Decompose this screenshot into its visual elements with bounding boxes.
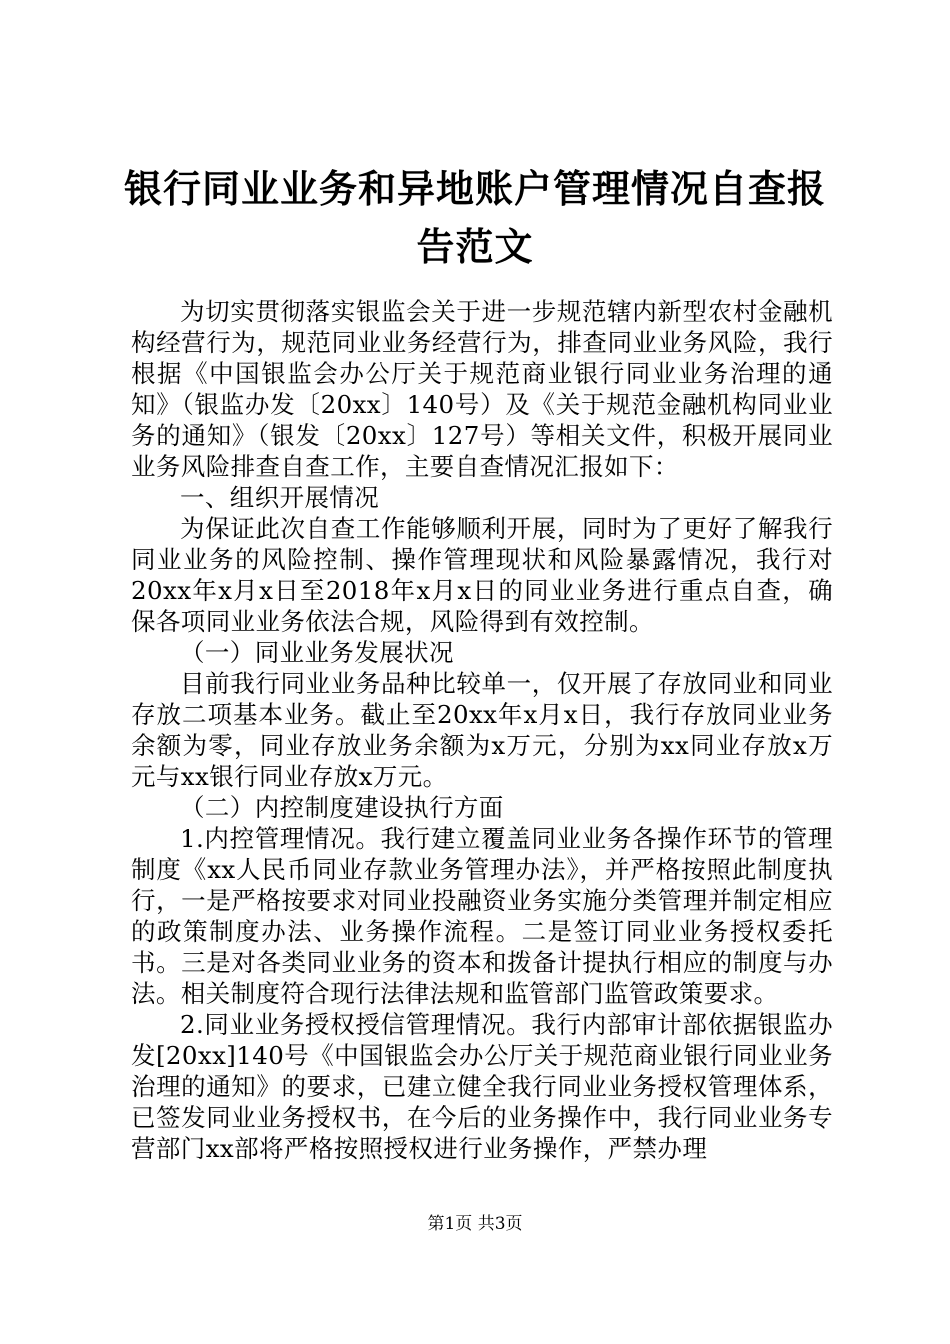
development-paragraph: 目前我行同业业务品种比较单一，仅开展了存放同业和同业存放二项基本业务。截止至20xx年x月x日，我行存放同业业务余额为零，同业存放业务余额为x万元，分别为xx同业存放x万元与xx银行同业存放x万元。 [131,669,833,791]
document-body [131,296,833,1164]
subsection-heading-development: （一）同业业务发展状况 [180,638,454,667]
authorization-paragraph: 2.同业业务授权授信管理情况。我行内部审计部依据银监办发[20xx]140号《中国银监会办公厅关于规范商业银行同业业务治理的通知》的要求，已建立健全我行同业业务授权管理体系，已签发同业业务授权书，在今后的业务操作中，我行同业业务专营部门xx部将严格按照授权进行业务操作，严禁办理 [131,1010,833,1163]
document-title: 银行同业业务和异地账户管理情况自查报告范文 [123,167,826,269]
internal-control-paragraph: 1.内控管理情况。我行建立覆盖同业业务各操作环节的管理制度《xx人民币同业存款业务管理办法》，并严格按照此制度执行，一是严格按要求对同业投融资业务实施分类管理并制定相应的政策制度办法、业务操作流程。二是签订同业业务授权委托书。三是对各类同业业务的资本和拨备计提执行相应的制度与办法。相关制度符合现行法律法规和监管部门监管政策要求。 [131,824,833,1008]
subsection-heading-internal-control: （二）内控制度建设执行方面 [180,793,504,822]
intro-paragraph: 为切实贯彻落实银监会关于进一步规范辖内新型农村金融机构经营行为，规范同业业务经营行为，排查同业业务风险，我行根据《中国银监会办公厅关于规范商业银行同业业务治理的通知》（银监办发〔20xx〕140号）及《关于规范金融机构同业业务的通知》（银发〔20xx〕127号）等相关文件，积极开展同业业务风险排查自查工作，主要自查情况汇报如下： [131,297,833,481]
organization-paragraph: 为保证此次自查工作能够顺利开展，同时为了更好了解我行同业业务的风险控制、操作管理现状和风险暴露情况，我行对20xx年x月x日至2018年x月x日的同业业务进行重点自查，确保各项同业业务依法合规，风险得到有效控制。 [131,514,833,636]
section-heading-organization: 一、组织开展情况 [180,483,380,512]
page-number-footer: 第1页 共3页 [427,1214,523,1234]
